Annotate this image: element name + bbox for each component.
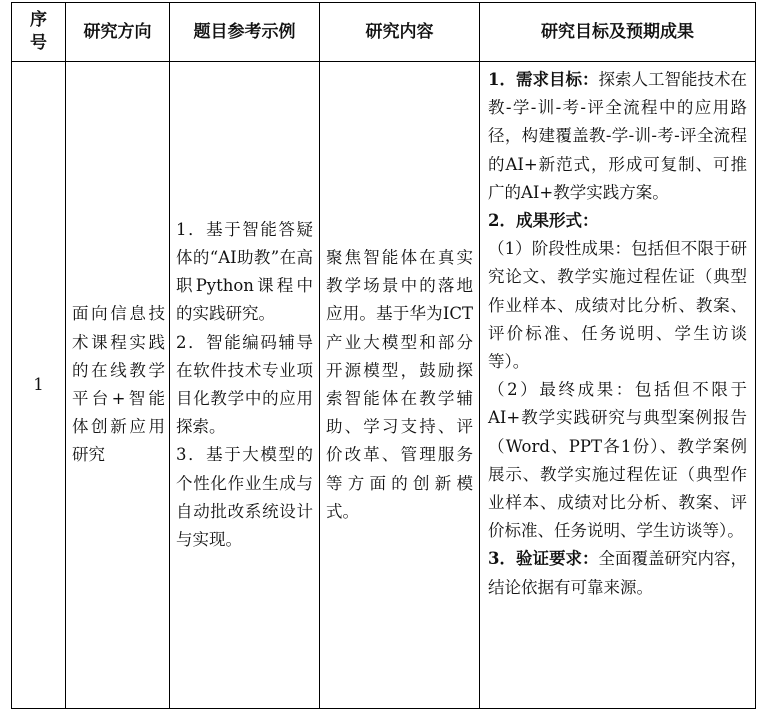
header-examples: 题目参考示例 [170,3,320,62]
header-seq-label: 序号 [30,10,47,53]
goal-verify-label: 3．验证要求： [488,549,599,569]
cell-goals [480,62,756,709]
goal-verify [488,545,747,601]
example-item-2: 2．智能编码辅导在软件技术专业项目化教学中的应用探索。 [176,332,313,437]
research-topics-table [11,2,756,709]
cell-content: 聚焦智能体在真实教学场景中的落地应用。基于华为ICT产业大模型和部分开源模型，鼓励探索智能体在教学辅助、学习支持、评价改革、管理服务等方面的创新模式。 [320,62,480,709]
research-topics-table-wrapper [11,2,756,709]
cell-examples [170,62,320,709]
header-goals: 研究目标及预期成果 [480,3,756,62]
table-header-row [12,3,756,62]
goal-demand [488,66,747,207]
example-item-1: 1．基于智能答疑体的“AI助教”在高职Python课程中的实践研究。 [176,219,313,324]
table-row [12,62,756,709]
goal-demand-label: 1．需求目标： [488,70,599,89]
goal-stage: （1）阶段性成果：包括但不限于研究论文、教学实施过程佐证（典型作业样本、成绩对比分析、教案、评价标准、任务说明、学生访谈等）。 [488,239,747,372]
cell-direction: 面向信息技术课程实践的在线教学平台+智能体创新应用研究 [66,62,170,709]
goal-demand-text: 探索人工智能技术在教-学-训-考-评全流程中的应用路径，构建覆盖教-学-训-考-评全流程的AI+新范式，形成可复制、可推广的AI+教学实践方案。 [488,70,748,202]
goal-final: （2）最终成果：包括但不限于AI+教学实践研究与典型案例报告（Word、PPT各1份）、教学案例展示、教学实施过程佐证（典型作业样本、成绩对比分析、教案、评价标准、任务说明、学生访谈等）。 [488,380,747,541]
goal-verify-text: 全面覆盖研究内容，结论依据有可靠来源。 [488,549,748,597]
header-direction: 研究方向 [66,3,170,62]
goal-form [488,207,747,235]
header-seq [12,3,66,62]
header-content: 研究内容 [320,3,480,62]
goal-form-label: 2．成果形式： [488,211,599,231]
cell-seq: 1 [12,62,66,709]
example-item-3: 3．基于大模型的个性化作业生成与自动批改系统设计与实现。 [176,445,313,550]
